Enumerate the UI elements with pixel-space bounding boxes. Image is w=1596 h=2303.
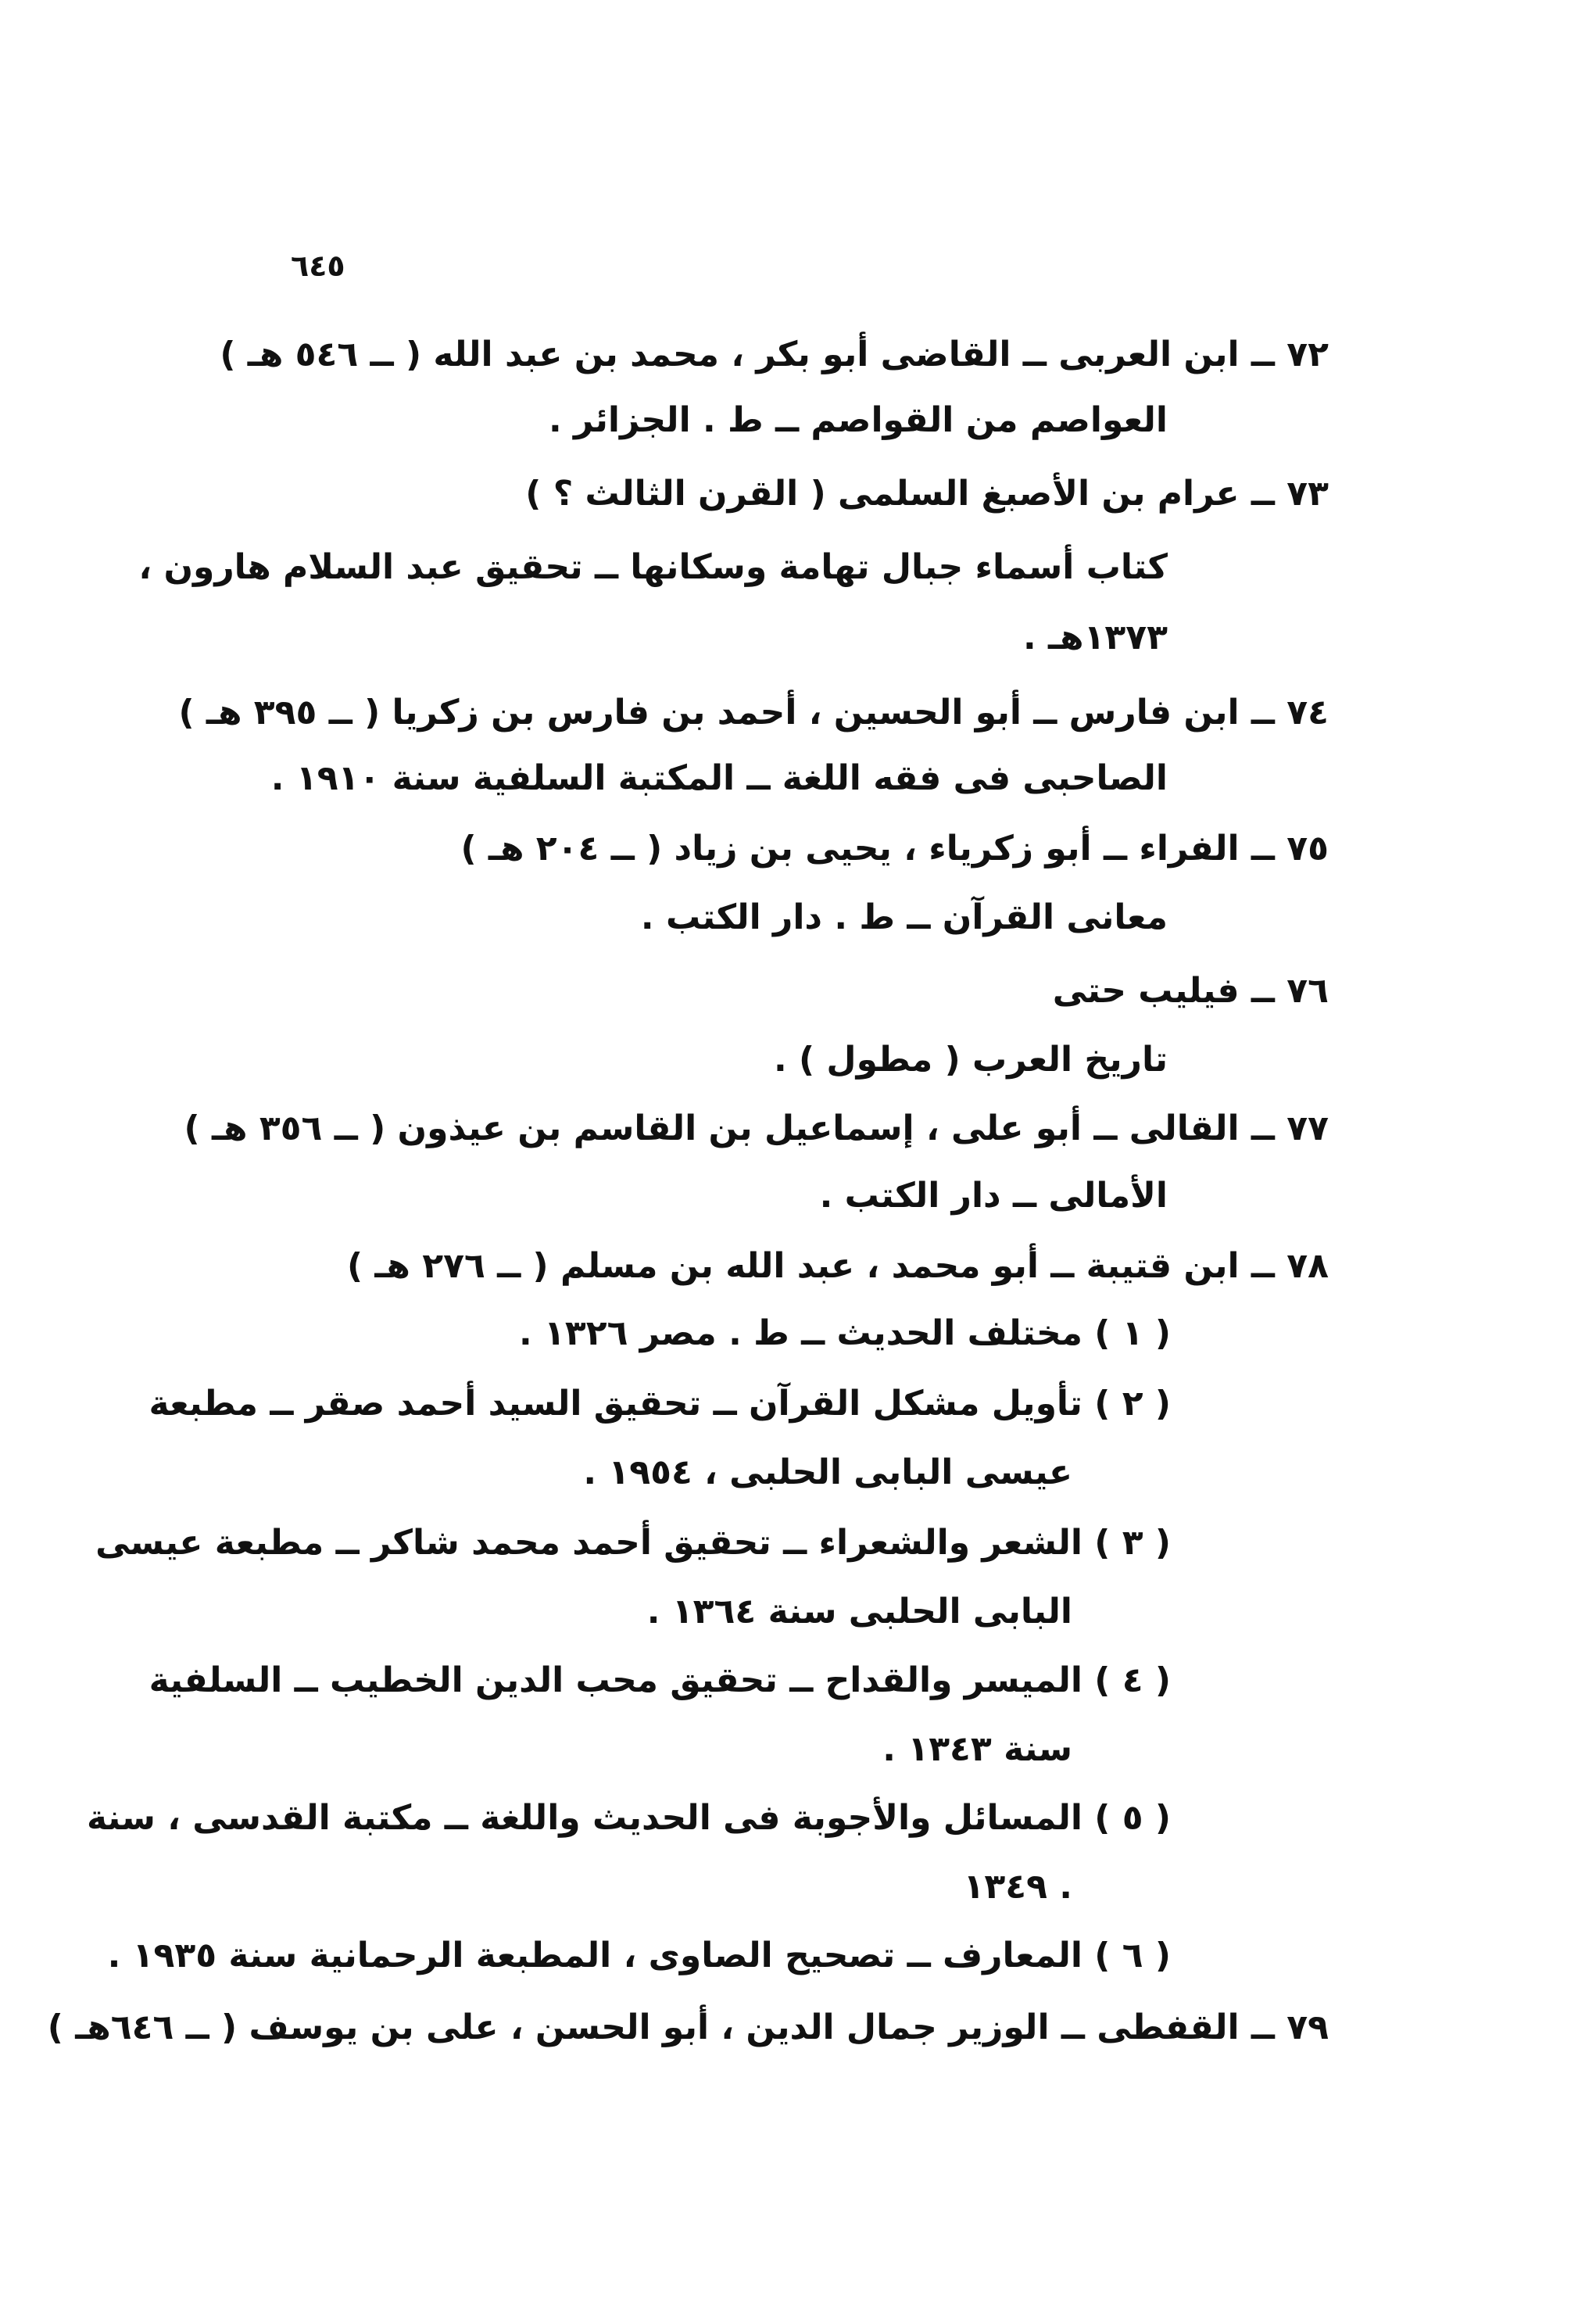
entry-72-work: العواصم من القواصم ــ ط . الجزائر . (548, 400, 1168, 440)
entry-78-item-4-cont: سنة ١٣٤٣ . (882, 1729, 1072, 1769)
entry-78-heading: ٧٨ ــ ابن قتيبة ــ أبو محمد ، عبد الله بن مسلم ( ــ ٢٧٦ هـ ) (346, 1246, 1329, 1286)
entry-73-work-cont: ١٣٧٣هـ . (1022, 618, 1168, 657)
entry-73-heading: ٧٣ ــ عرام بن الأصبغ السلمى ( القرن الثالث ؟ ) (525, 474, 1329, 514)
entry-76-work: تاريخ العرب ( مطول ) . (773, 1040, 1168, 1080)
entry-78-item-6: ( ٦ ) المعارف ــ تصحيح الصاوى ، المطبعة الرحمانية سنة ١٩٣٥ . (107, 1936, 1171, 1975)
page-number: ٦٤٥ (291, 249, 345, 283)
entry-76-heading: ٧٦ ــ فيليب حتى (1052, 971, 1329, 1011)
entry-78-item-3-cont: البابى الحلبى سنة ١٣٦٤ . (646, 1592, 1072, 1631)
entry-73-work: كتاب أسماء جبال تهامة وسكانها ــ تحقيق عبد السلام هارون ، (138, 547, 1168, 587)
entry-72-heading: ٧٢ ــ ابن العربى ــ القاضى أبو بكر ، محمد بن عبد الله ( ــ ٥٤٦ هـ ) (220, 335, 1329, 374)
entry-77-heading: ٧٧ ــ القالى ــ أبو على ، إسماعيل بن القاسم بن عيذون ( ــ ٣٥٦ هـ ) (184, 1109, 1329, 1148)
entry-78-item-5: ( ٥ ) المسائل والأجوبة فى الحديث واللغة ــ مكتبة القدسى ، سنة (86, 1798, 1171, 1838)
entry-78-item-2: ( ٢ ) تأويل مشكل القرآن ــ تحقيق السيد أحمد صقر ــ مطبعة (149, 1384, 1171, 1424)
entry-78-item-3: ( ٣ ) الشعر والشعراء ــ تحقيق أحمد محمد شاكر ــ مطبعة عيسى (95, 1523, 1171, 1563)
entry-79-heading: ٧٩ ــ القفطى ــ الوزير جمال الدين ، أبو الحسن ، على بن يوسف ( ــ ٦٤٦هـ ) (47, 2008, 1329, 2047)
entry-74-heading: ٧٤ ــ ابن فارس ــ أبو الحسين ، أحمد بن فارس بن زكريا ( ــ ٣٩٥ هـ ) (178, 693, 1329, 732)
entry-78-item-5-cont: ١٣٤٩ . (963, 1867, 1072, 1907)
entry-78-item-1: ( ١ ) مختلف الحديث ــ ط . مصر ١٣٢٦ . (519, 1313, 1171, 1353)
entry-77-work: الأمالى ــ دار الكتب . (819, 1176, 1168, 1216)
entry-78-item-2-cont: عيسى البابى الحلبى ، ١٩٥٤ . (583, 1452, 1072, 1492)
entry-75-heading: ٧٥ ــ الفراء ــ أبو زكرياء ، يحيى بن زياد ( ــ ٢٠٤ هـ ) (460, 829, 1329, 869)
entry-75-work: معانى القرآن ــ ط . دار الكتب . (640, 897, 1168, 937)
entry-78-item-4: ( ٤ ) الميسر والقداح ــ تحقيق محب الدين الخطيب ــ السلفية (149, 1660, 1171, 1700)
entry-74-work: الصاحبى فى فقه اللغة ــ المكتبة السلفية سنة ١٩١٠ . (270, 758, 1168, 798)
